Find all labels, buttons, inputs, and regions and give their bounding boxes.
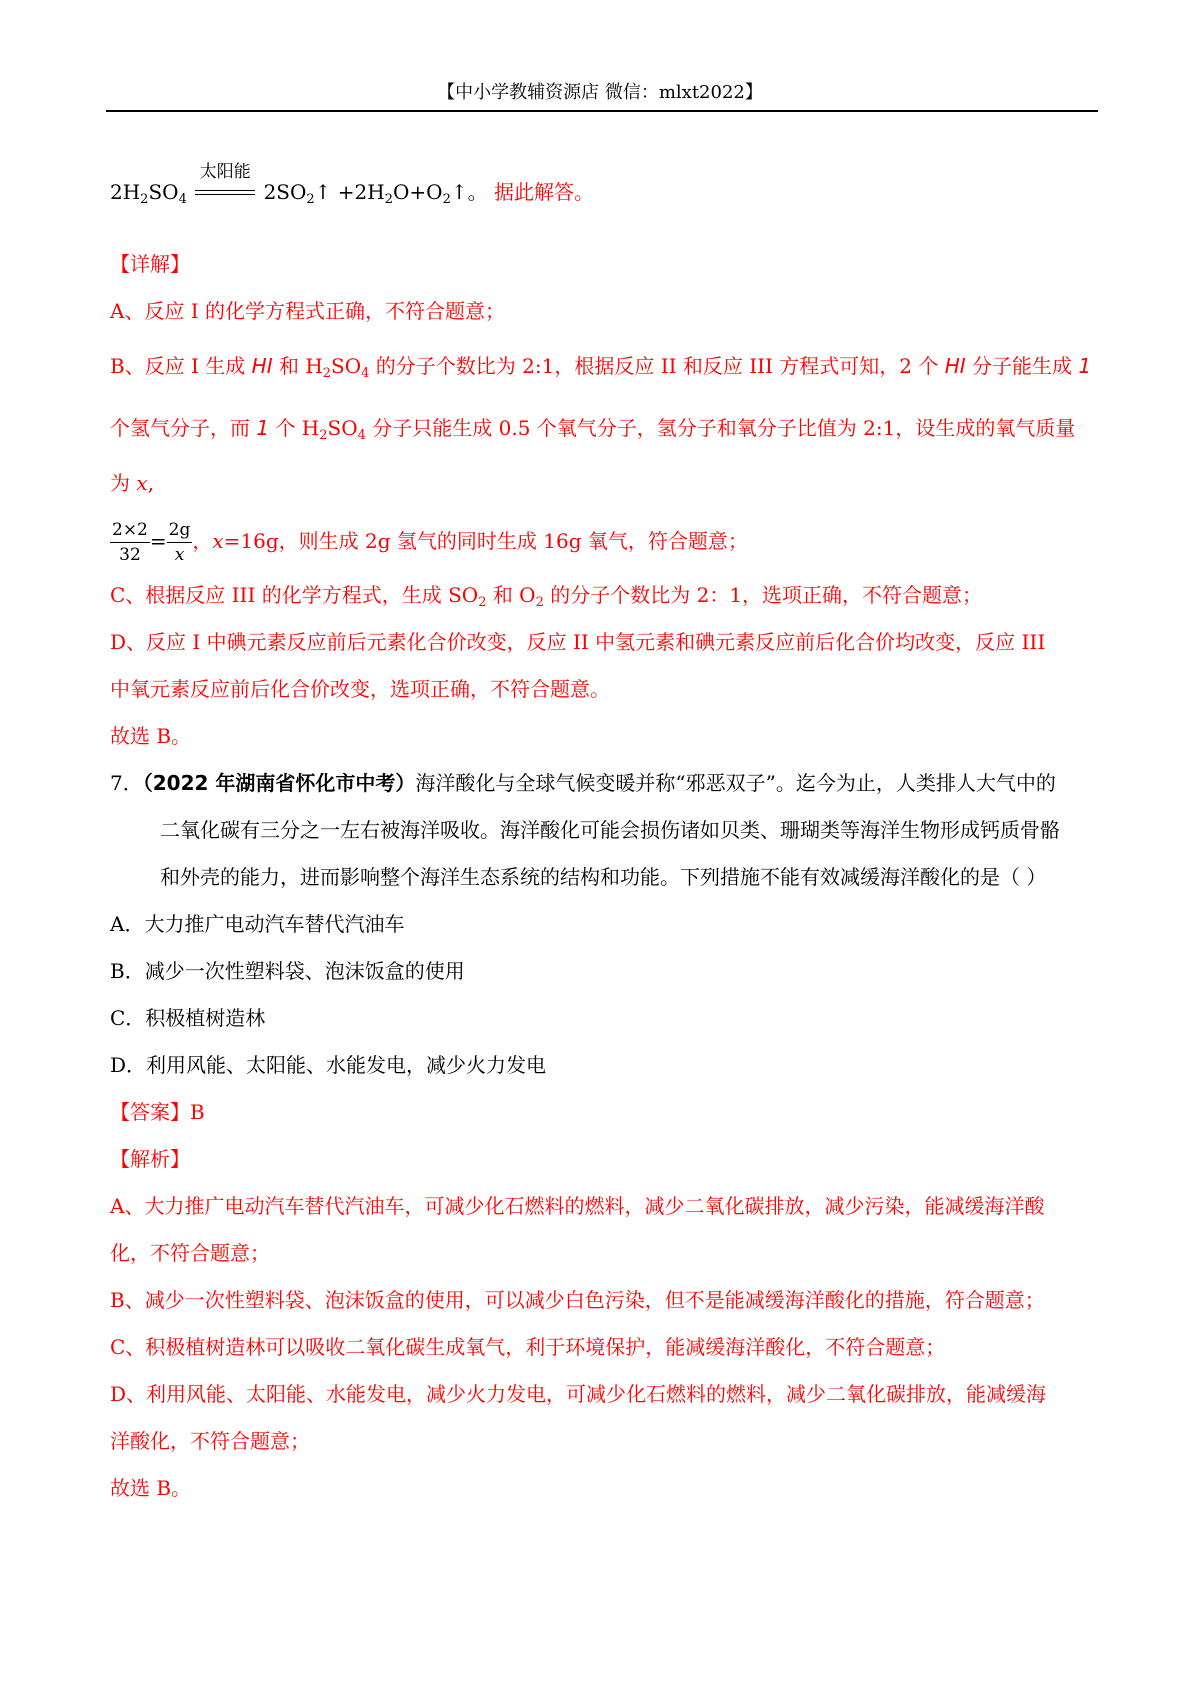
fraction-1: $\frac{2\times 2}{32}$	[112, 520, 148, 565]
answer: 【答案】B	[110, 1100, 205, 1124]
fraction-2: $\frac{2g}{x}$	[168, 520, 191, 565]
question-7-stem-line1: 7．（2022 年湖南省怀化市中考）海洋酸化与全球气候变暖并称“邪恶双子”。迄今为止，人类排人大气中的	[110, 771, 1056, 795]
fraction-line: $\frac{2\times 2}{32}$ = $\frac{2g}{x}$ ，x=16g，则生成 2g 氢气的同时生成 16g 氧气，符合题意；	[112, 520, 748, 565]
jiexi-b: B、减少一次性塑料袋、泡沫饭盒的使用，可以减少白色污染，但不是能减缓海洋酸化的措施，符合题意；	[110, 1288, 1045, 1312]
jiexi-choice: 故选 B。	[110, 1476, 192, 1500]
reaction-condition-equals	[193, 161, 257, 204]
option-c: C．积极植树造林	[110, 1006, 266, 1030]
jiexi-a-line1: A、大力推广电动汽车替代汽油车，可减少化石燃料的燃料，减少二氧化碳排放，减少污染，能减缓海洋酸	[110, 1194, 1045, 1218]
jiexi-c: C、积极植树造林可以吸收二氧化碳生成氧气，利于环境保护，能减缓海洋酸化，不符合题意；	[110, 1335, 946, 1359]
xiangjie-c: C、根据反应 III 的化学方程式，生成 $SO_2$ 和 $O_2$ 的分子个数比为 2：1，选项正确，不符合题意；	[110, 583, 983, 610]
jiexi-a-line2: 化，不符合题意；	[110, 1241, 270, 1265]
option-b: B．减少一次性塑料袋、泡沫饭盒的使用	[110, 959, 465, 983]
question-7-stem-line2: 二氧化碳有三分之一左右被海洋吸收。海洋酸化可能会损伤诸如贝类、珊瑚类等海洋生物形成钙质骨骼	[160, 818, 1060, 842]
option-a: A．大力推广电动汽车替代汽油车	[110, 912, 405, 936]
xiangjie-d-line1: D、反应 I 中碘元素反应前后元素化合价改变，反应 II 中氢元素和碘元素反应前后化合价均改变，反应 III	[110, 630, 1046, 654]
equation-line	[110, 161, 594, 207]
question-source: （2022 年湖南省怀化市中考）	[142, 771, 416, 795]
xiangjie-choice: 故选 B。	[110, 724, 192, 748]
xiangjie-label: 【详解】	[110, 252, 190, 276]
reaction-condition: 太阳能	[199, 161, 251, 182]
header-divider	[106, 110, 1098, 112]
jiexi-label: 【解析】	[110, 1147, 190, 1171]
xiangjie-b-line1: B、反应 I 生成 HI 和 $H_2SO_4$ 的分子个数比为 2:1，根据反应 II 和反应 III 方程式可知，2 个 HI 分子能生成 1	[110, 354, 1092, 381]
equation-tail: 据此解答。	[493, 180, 594, 204]
xiangjie-b-line2: 个氢气分子，而 1 个 $H_2SO_4$ 分子只能生成 0.5 个氧气分子，氢分子和氧分子比值为 2:1，设生成的氧气质量	[110, 416, 1076, 443]
equation: $2H_2SO_4$ 太阳能 $2SO_2↑$ $+2H_2O+O_2↑$。	[110, 180, 494, 204]
option-d: D．利用风能、太阳能、水能发电，减少火力发电	[110, 1053, 547, 1077]
jiexi-d-line2: 洋酸化，不符合题意；	[110, 1429, 310, 1453]
question-number: 7．	[110, 771, 143, 795]
xiangjie-b-line3: 为 x,	[110, 471, 154, 495]
question-7-stem-line3: 和外壳的能力，进而影响整个海洋生态系统的结构和功能。下列措施不能有效减缓海洋酸化的是（ ）	[160, 865, 1047, 889]
jiexi-d-line1: D、利用风能、太阳能、水能发电，减少火力发电，可减少化石燃料的燃料，减少二氧化碳排放，能减缓海	[110, 1382, 1047, 1406]
page-header: 【中小学教辅资源店 微信：mlxt2022】	[437, 82, 763, 103]
xiangjie-a: A、反应 I 的化学方程式正确，不符合题意；	[110, 299, 506, 323]
xiangjie-d-line2: 中氧元素反应前后化合价改变，选项正确，不符合题意。	[110, 677, 610, 701]
